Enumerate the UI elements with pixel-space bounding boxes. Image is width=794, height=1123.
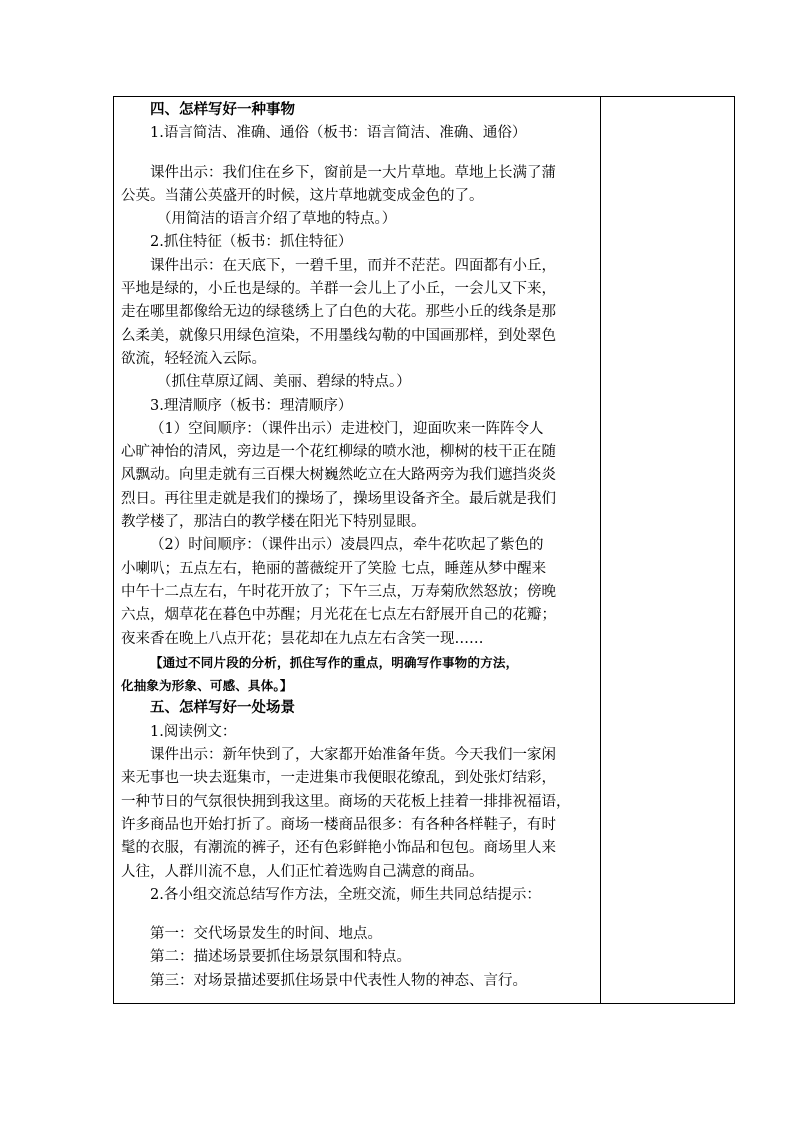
scene-example-line: 人往，人群川流不息，人们正忙着选购自己满意的商品。 (121, 863, 484, 880)
example-1-note: （用简洁的语言介绍了草地的特点。） (157, 211, 397, 228)
space-order-line: 烈日。再往里走就是我们的操场了，操场里设备齐全。最后就是我们 (121, 490, 556, 507)
blank-line (121, 907, 595, 923)
scene-example-line: 课件出示：新年快到了，大家都开始准备年货。今天我们一家闲 (150, 747, 556, 764)
space-order-line: （1）空间顺序：（课件出示）走进校门，迎面吹来一阵阵令人 (150, 420, 544, 437)
time-order-line: 中午十二点左右，午时花开放了；下午三点，万寿菊欣然怒放；傍晚 (121, 583, 556, 600)
lesson-plan-table (113, 96, 735, 1004)
time-order-line: 夜来香在晚上八点开花；昙花却在九点左右含笑一现…… (121, 630, 484, 647)
example-2-line: 走在哪里都像给无边的绿毯绣上了白色的大花。那些小丘的线条是那 (121, 304, 556, 321)
scene-example-line: 许多商品也开始打折了。商场一楼商品很多：有各种各样鞋子，有时 (121, 816, 556, 833)
section-four-item-3: 3.理清顺序（板书：理清顺序） (150, 397, 353, 414)
blank-line (121, 146, 595, 162)
example-2-line: 平地是绿的，小丘也是绿的。羊群一会儿上了小丘，一会儿又下来， (121, 281, 556, 298)
summary-note: 化抽象为形象、可感、具体。】 (121, 678, 293, 694)
example-2-line: 欲流，轻轻流入云际。 (121, 350, 266, 367)
time-order-line: 六点，烟草花在暮色中苏醒；月光花在七点左右舒展开自己的花瓣； (121, 607, 556, 624)
lesson-content-cell (121, 99, 595, 993)
scene-example-line: 髦的衣服，有潮流的裤子，还有色彩鲜艳小饰品和包包。商场里人来 (121, 840, 556, 857)
time-order-line: （2）时间顺序：（课件出示）凌晨四点，牵牛花吹起了紫色的 (150, 537, 544, 554)
example-2-line: 么柔美，就像只用绿色渲染，不用墨线勾勒的中国画那样，到处翠色 (121, 327, 556, 344)
section-five-item-1: 1.阅读例文： (150, 723, 237, 740)
scene-example-line: 一种节日的气氛很快拥到我这里。商场的天花板上挂着一排排祝福语， (121, 793, 571, 810)
time-order-line: 小喇叭；五点左右，艳丽的蔷薇绽开了笑脸 七点，睡莲从梦中醒来 (121, 560, 547, 577)
section-four-heading: 四、怎样写好一种事物 (150, 102, 295, 118)
example-1-line: 课件出示：我们住在乡下，窗前是一大片草地。草地上长满了蒲 (150, 164, 556, 181)
example-1-line: 公英。当蒲公英盛开的时候，这片草地就变成金色的了。 (121, 187, 484, 204)
writing-tip: 第二：描述场景要抓住场景氛围和特点。 (150, 949, 411, 966)
section-five-heading: 五、怎样写好一处场景 (150, 700, 295, 717)
section-four-item-2: 2.抓住特征（板书：抓住特征） (150, 234, 353, 251)
example-2-note: （抓住草原辽阔、美丽、碧绿的特点。） (157, 374, 411, 391)
space-order-line: 风飘动。向里走就有三百棵大树巍然屹立在大路两旁为我们遮挡炎炎 (121, 467, 556, 484)
section-five-item-2: 2.各小组交流总结写作方法，全班交流，师生共同总结提示： (150, 886, 541, 903)
column-divider (600, 97, 601, 1003)
writing-tip: 第一：交代场景发生的时间、地点。 (150, 926, 382, 943)
space-order-line: 教学楼了，那洁白的教学楼在阳光下特别显眼。 (121, 514, 426, 531)
section-four-item-1: 1.语言简洁、准确、通俗（板书：语言简洁、准确、通俗） (150, 125, 527, 142)
scene-example-line: 来无事也一块去逛集市，一走进集市我便眼花缭乱，到处张灯结彩， (121, 770, 556, 787)
space-order-line: 心旷神怡的清风，旁边是一个花红柳绿的喷水池，柳树的枝干正在随 (121, 444, 556, 461)
summary-note: 【通过不同片段的分析，抓住写作的重点，明确写作事物的方法， (150, 654, 519, 670)
example-2-line: 课件出示：在天底下，一碧千里，而并不茫茫。四面都有小丘， (150, 257, 556, 274)
writing-tip: 第三：对场景描述要抓住场景中代表性人物的神态、言行。 (150, 972, 527, 989)
